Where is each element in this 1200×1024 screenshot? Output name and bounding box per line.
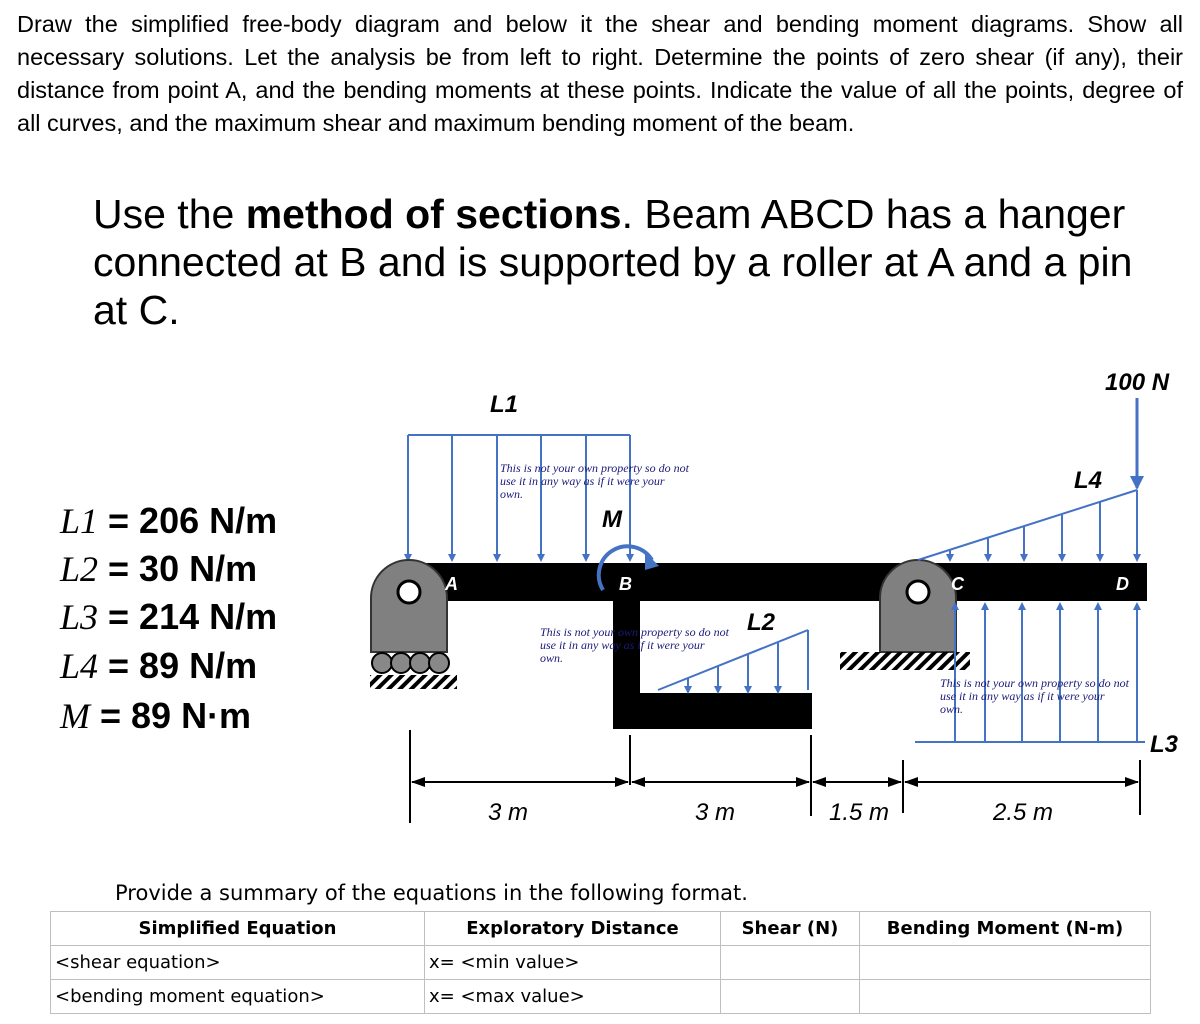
shear-equation-cell[interactable]: <shear equation> xyxy=(51,946,425,980)
label-c: C xyxy=(951,574,964,594)
given-l3: L3 = 214 N/m xyxy=(60,596,278,637)
watermark-1: This is not your own property so do not use it in any way as if it were your own. xyxy=(500,461,689,501)
l2-label: L2 xyxy=(747,609,776,636)
shear-value-cell[interactable] xyxy=(721,946,860,980)
dim-cd: 2.5 m xyxy=(993,799,1054,826)
label-a: A xyxy=(445,574,458,594)
summary-title: Provide a summary of the equations in the following format. xyxy=(115,881,748,905)
l4-distributed-load xyxy=(918,490,1137,560)
summary-header-row xyxy=(51,912,1151,946)
table-row xyxy=(51,980,1151,1014)
col-exploratory-distance: Exploratory Distance xyxy=(425,912,721,946)
dim-ab: 3 m xyxy=(488,799,529,826)
dim-bc-hanger: 3 m xyxy=(695,799,736,826)
label-b: B xyxy=(619,574,632,594)
watermark-3: This is not your own property so do not use it in any way as if it were your own. xyxy=(940,676,1129,716)
given-m: M = 89 N·m xyxy=(60,695,252,736)
max-distance-cell[interactable]: x= <max value> xyxy=(425,980,721,1014)
table-row xyxy=(51,946,1151,980)
moment-value-cell[interactable] xyxy=(860,946,1151,980)
instructions-text: Draw the simplified free-body diagram and below it the shear and bending moment diagrams. Show all necessary solutions. Let the analysis be from left to right. Determine the points of zero shear (if any), their distance from point A, and the bending moments at these points. Indicate the value of all the points, degree of all curves, and the maximum shear and maximum bending moment of the beam. xyxy=(17,11,1183,136)
moment-value-cell[interactable] xyxy=(860,980,1151,1014)
force-label: 100 N xyxy=(1105,369,1170,396)
col-bending-moment: Bending Moment (N-m) xyxy=(860,912,1151,946)
given-l2: L2 = 30 N/m xyxy=(60,548,258,589)
m-label: M xyxy=(602,506,622,533)
problem-statement: Use the method of sections. Beam ABCD has a hanger connected at B and is supported by a roller at A and a pin at C. xyxy=(93,191,1133,333)
moment-equation-cell[interactable]: <bending moment equation> xyxy=(51,980,425,1014)
col-shear: Shear (N) xyxy=(721,912,860,946)
shear-value-cell[interactable] xyxy=(721,980,860,1014)
l3-label: L3 xyxy=(1150,731,1179,758)
given-l1: L1 = 206 N/m xyxy=(60,500,278,541)
min-distance-cell[interactable]: x= <min value> xyxy=(425,946,721,980)
watermark-2: This is not your own property so do not use it in any way as if it were your own. xyxy=(540,625,729,665)
summary-table xyxy=(50,911,1151,1014)
label-d: D xyxy=(1116,574,1129,594)
l4-label: L4 xyxy=(1074,467,1103,494)
l1-label: L1 xyxy=(490,391,519,418)
beam-abcd xyxy=(410,563,1147,601)
dim-to-c: 1.5 m xyxy=(829,799,890,826)
col-simplified-equation: Simplified Equation xyxy=(51,912,425,946)
given-l4: L4 = 89 N/m xyxy=(60,645,258,686)
